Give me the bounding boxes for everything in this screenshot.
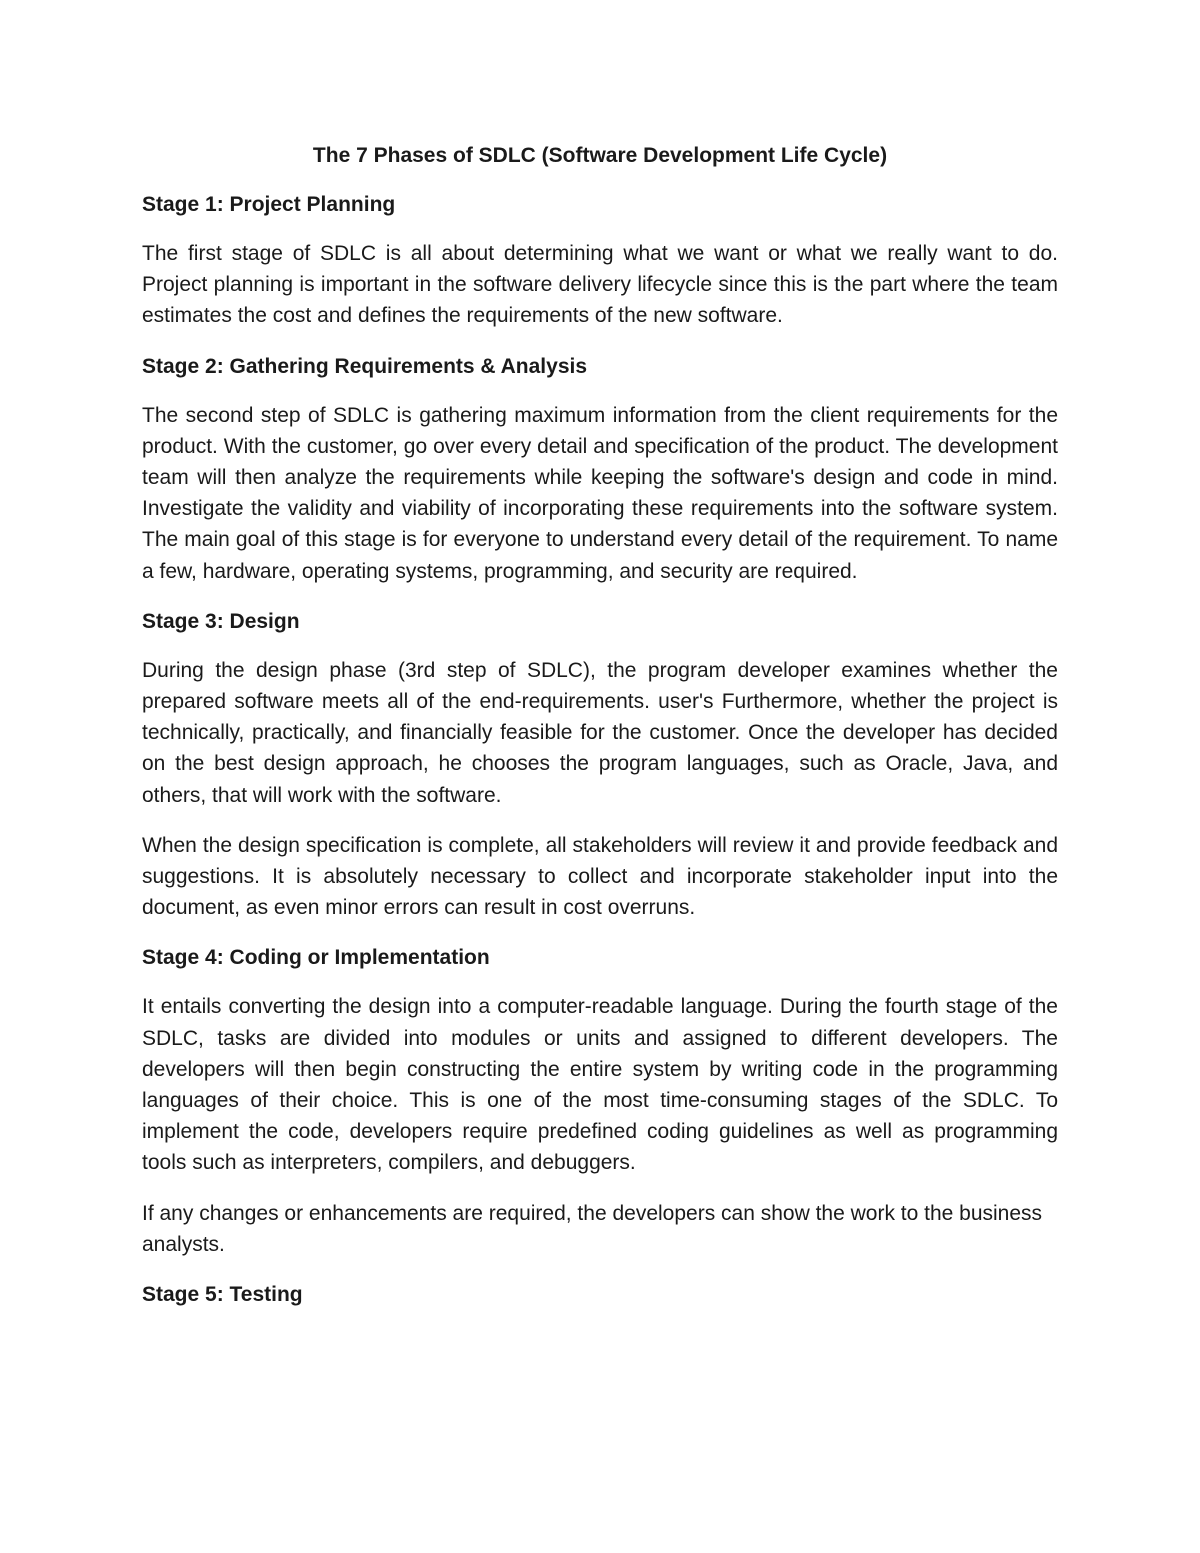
stage-3-paragraph-2: When the design specification is complete, all stakeholders will review it and provide feedback and suggestions. It is absolutely necessary to collect and incorporate stakeholder input into the document, as even minor errors can result in cost overruns. <box>142 833 1058 920</box>
stage-4-paragraph-2: If any changes or enhancements are required, the developers can show the work to the business analysts. <box>142 1201 1043 1256</box>
stage-2-heading: Stage 2: Gathering Requirements & Analysis <box>142 354 588 378</box>
stage-4-paragraph-1: It entails converting the design into a computer-readable language. During the fourth stage of the SDLC, tasks are divided into modules or units and assigned to different developers. The developers will then begin constructing the entire system by writing code in the programming languages of their choice. This is one of the most time-consuming stages of the SDLC. To implement the code, developers require predefined coding guidelines as well as programming tools such as interpreters, compilers, and debuggers. <box>142 995 1058 1175</box>
stage-1-paragraph: The first stage of SDLC is all about determining what we want or what we really want to do. Project planning is important in the software delivery lifecycle since this is the part where the team estimates the cost and defines the requirements of the new software. <box>142 242 1058 328</box>
document-title: The 7 Phases of SDLC (Software Development Life Cycle) <box>312 144 888 167</box>
stage-2-paragraph: The second step of SDLC is gathering maximum information from the client requirements for the product. With the customer, go over every detail and specification of the product. The development team will then analyze the requirements while keeping the software's design and code in mind. Investigate the validity and viability of incorporating these requirements into the software system. The main goal of this stage is for everyone to understand every detail of the requirement. To name a few, hardware, operating systems, programming, and security are required. <box>142 403 1058 583</box>
stage-4-heading: Stage 4: Coding or Implementation <box>142 946 490 970</box>
stage-3-heading: Stage 3: Design <box>142 609 300 633</box>
stage-5-heading: Stage 5: Testing <box>142 1283 303 1307</box>
document-page <box>142 140 1058 1328</box>
stage-3-paragraph-1: During the design phase (3rd step of SDLC), the program developer examines whether the prepared software meets all of the end-requirements. user's Furthermore, whether the project is technically, practically, and financially feasible for the customer. Once the developer has decided on the best design approach, he chooses the program languages, such as Oracle, Java, and others, that will work with the software. <box>142 658 1058 807</box>
stage-1-heading: Stage 1: Project Planning <box>142 193 396 216</box>
